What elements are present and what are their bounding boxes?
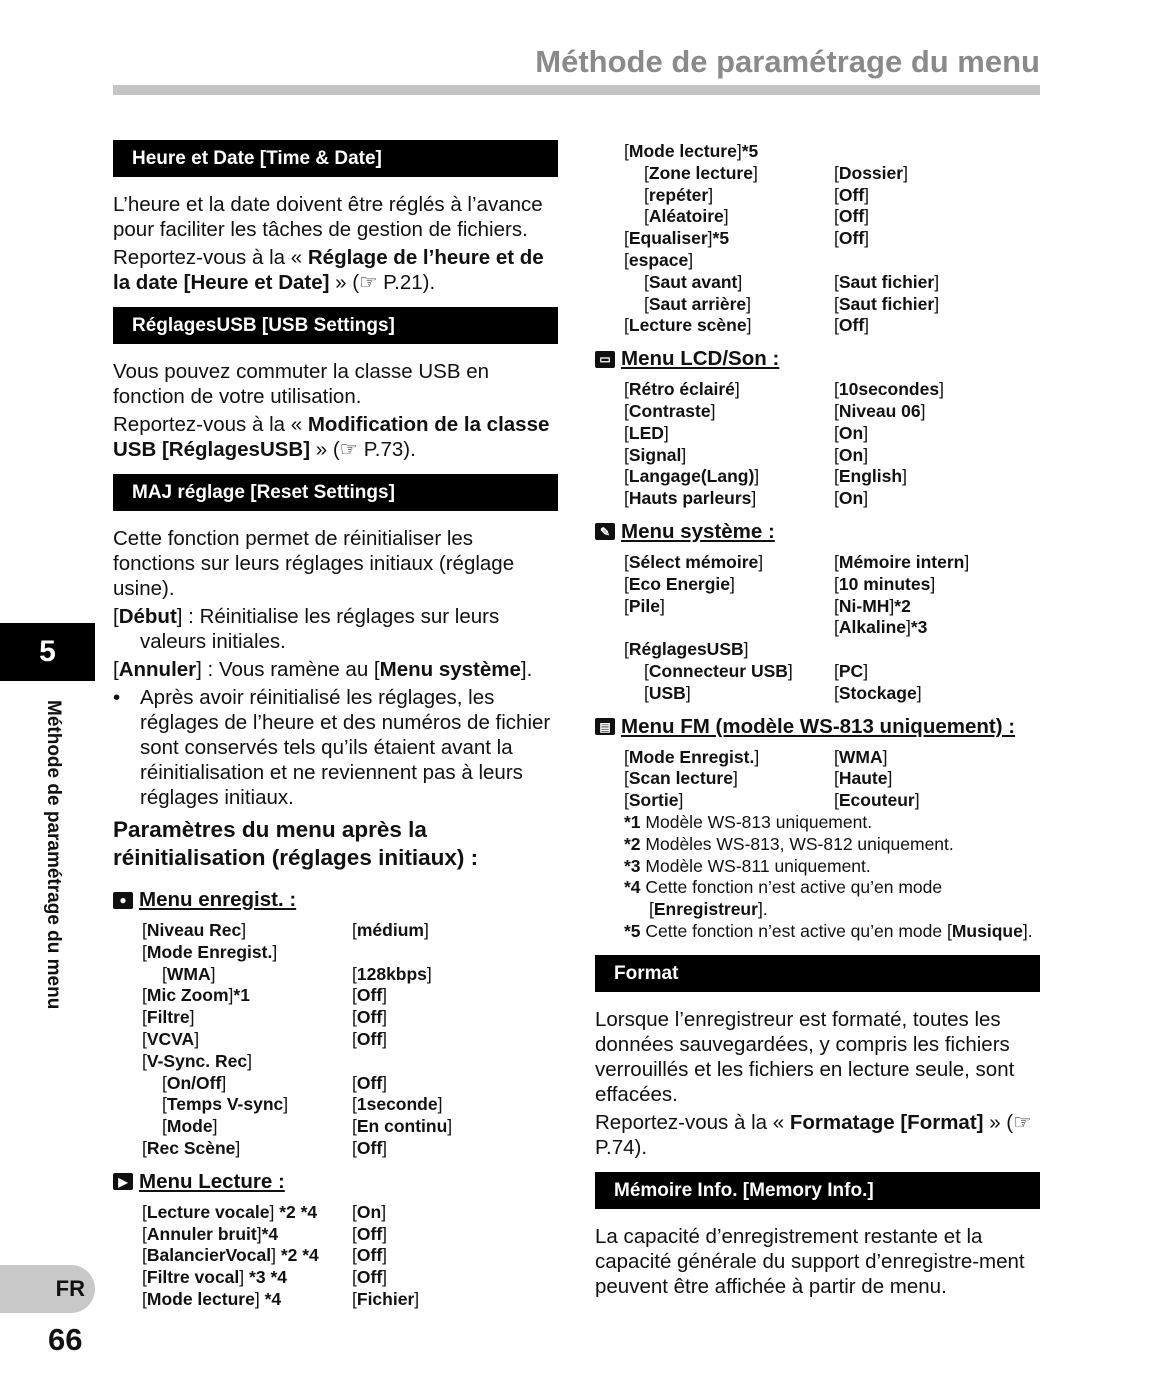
setting-row	[624, 661, 1040, 683]
setting-key: [RéglagesUSB]	[624, 639, 749, 660]
setting-row	[142, 1202, 558, 1224]
menu-lcd-heading: ▭ Menu LCD/Son :	[595, 347, 1040, 371]
setting-row	[624, 747, 1040, 769]
setting-row	[624, 423, 1040, 445]
setting-row	[142, 1116, 558, 1138]
setting-row	[142, 1289, 558, 1311]
setting-row	[624, 596, 1040, 618]
setting-row	[624, 163, 1040, 185]
reset-text: Cette fonction permet de réinitialiser les fonctions sur leurs réglages initiaux (réglage usine).	[113, 527, 515, 600]
memory-text: La capacité d’enregistrement restante et la capacité générale du support d’enregistre-ment peuvent être affichée à partir de menu.	[595, 1224, 1025, 1298]
setting-key: [Mode Enregist.]	[142, 941, 278, 962]
setting-key: [repéter]	[644, 184, 714, 205]
setting-key: [On/Off]	[162, 1072, 227, 1093]
setting-row	[142, 1245, 558, 1267]
setting-value: [On]	[834, 444, 869, 465]
setting-value: [10 minutes]	[834, 573, 936, 594]
setting-value: [Off]	[834, 228, 870, 249]
setting-value: [Off]	[834, 206, 870, 227]
reset-cancel-option: [Annuler] : Vous ramène au [Menu système].	[113, 658, 533, 681]
menu-rec-settings	[113, 920, 558, 1160]
setting-row	[624, 141, 1040, 163]
footnotes	[595, 812, 1040, 943]
setting-value: [Ecouteur]	[834, 790, 920, 811]
setting-value: [Off]	[834, 315, 870, 336]
setting-key: [espace]	[624, 249, 694, 270]
footnote: *2 Modèles WS-813, WS-812 uniquement.	[624, 833, 954, 854]
setting-key: [V-Sync. Rec]	[142, 1050, 252, 1071]
setting-row	[142, 964, 558, 986]
play-icon: ▶	[113, 1173, 133, 1190]
setting-row	[624, 250, 1040, 272]
section-format-title: Format	[595, 955, 1040, 992]
setting-value: [Off]	[352, 1028, 388, 1049]
reset-bullet: • Après avoir réinitialisé les réglages, les réglages de l’heure et des numéros de fichier sont conservés tels qu’ils étaient avant la réinitialisation et ne reviennent pas à leurs réglages initiaux.	[113, 686, 551, 809]
setting-key: [WMA]	[162, 963, 216, 984]
menu-lcd-settings	[595, 379, 1040, 510]
setting-key: [Mode]	[162, 1116, 218, 1137]
setting-value: [Off]	[352, 1137, 388, 1158]
setting-value: [Off]	[352, 1223, 388, 1244]
setting-value: [WMA]	[834, 746, 888, 767]
radio-icon: ▤	[595, 718, 615, 735]
setting-key: [Mode Enregist.]	[624, 746, 760, 767]
setting-row	[624, 574, 1040, 596]
menu-sys-heading: ✎ Menu système :	[595, 520, 1040, 544]
footnote: *3 Modèle WS-811 uniquement.	[624, 855, 871, 876]
setting-key: [Annuler bruit]*4	[142, 1223, 279, 1244]
page-title: Méthode de paramétrage du menu	[535, 44, 1040, 79]
setting-value: [Alkaline]*3	[834, 617, 928, 638]
setting-row	[142, 1094, 558, 1116]
section-time-date-title: Heure et Date [Time & Date]	[113, 140, 558, 177]
setting-value: [médium]	[352, 920, 429, 940]
format-ref: Reportez-vous à la « Formatage [Format] » (☞ P.74).	[595, 1110, 1032, 1159]
footnote: *1 Modèle WS-813 uniquement.	[624, 811, 873, 832]
setting-key: [Equaliser]*5	[624, 228, 730, 249]
setting-row	[624, 466, 1040, 488]
setting-value: [PC]	[834, 660, 869, 681]
setting-key: [Lecture scène]	[624, 315, 752, 336]
setting-key: [Rétro éclairé]	[624, 379, 740, 400]
setting-row	[624, 228, 1040, 250]
menu-fm-settings	[595, 747, 1040, 812]
setting-key: [Saut arrière]	[644, 293, 752, 314]
setting-row	[142, 1138, 558, 1160]
setting-row	[624, 552, 1040, 574]
usb-text: Vous pouvez commuter la classe USB en fonction de votre utilisation.	[113, 360, 490, 408]
section-reset-title: MAJ réglage [Reset Settings]	[113, 474, 558, 511]
setting-value: [128kbps]	[352, 963, 432, 984]
setting-value: [On]	[834, 488, 869, 509]
wrench-icon: ✎	[595, 523, 615, 540]
setting-key: [Signal]	[624, 444, 687, 465]
menu-play-settings	[113, 1202, 558, 1311]
setting-row	[624, 790, 1040, 812]
setting-value: [1seconde]	[352, 1094, 443, 1115]
language-badge: FR	[0, 1265, 95, 1313]
setting-row	[624, 683, 1040, 705]
setting-key: [Niveau Rec]	[142, 920, 247, 940]
setting-row	[624, 768, 1040, 790]
setting-row	[142, 1029, 558, 1051]
section-memory-title: Mémoire Info. [Memory Info.]	[595, 1172, 1040, 1209]
title-rule	[113, 85, 1040, 95]
setting-key: [Zone lecture]	[644, 162, 758, 183]
params-heading: Paramètres du menu après la réinitialisation (réglages initiaux) :	[113, 817, 479, 870]
setting-row	[624, 185, 1040, 207]
chapter-label: Méthode de paramétrage du menu	[43, 700, 64, 1010]
setting-value: [En continu]	[352, 1116, 453, 1137]
setting-value: [Off]	[352, 1245, 388, 1266]
setting-value: [Stockage]	[834, 682, 922, 703]
setting-value: [Off]	[352, 1007, 388, 1028]
setting-key: [Connecteur USB]	[644, 660, 793, 681]
setting-key: [Pile]	[624, 595, 665, 616]
setting-key: [Hauts parleurs]	[624, 488, 757, 509]
setting-key: [USB]	[644, 682, 691, 703]
setting-key: [Sortie]	[624, 790, 684, 811]
menu-fm-heading: ▤ Menu FM (modèle WS-813 uniquement) :	[595, 715, 1040, 739]
setting-value: [On]	[352, 1201, 387, 1222]
setting-key: [Filtre vocal] *3 *4	[142, 1267, 287, 1288]
setting-key: [Rec Scène]	[142, 1137, 241, 1158]
setting-value: [Off]	[352, 1267, 388, 1288]
setting-key: [Sélect mémoire]	[624, 551, 764, 572]
setting-value: [On]	[834, 422, 869, 443]
setting-row	[142, 1224, 558, 1246]
setting-value: [Off]	[352, 1072, 388, 1093]
setting-key: [Temps V-sync]	[162, 1094, 289, 1115]
footnote: *5 Cette fonction n’est active qu’en mode [Musique].	[624, 920, 1033, 941]
setting-row	[624, 294, 1040, 316]
setting-key: [LED]	[624, 422, 669, 443]
setting-key: [Langage(Lang)]	[624, 466, 760, 487]
setting-value: [Off]	[352, 985, 388, 1006]
setting-row	[624, 315, 1040, 337]
right-column	[595, 141, 1040, 1302]
setting-key: [Mode lecture] *4	[142, 1288, 282, 1309]
setting-row	[624, 445, 1040, 467]
setting-key: [Mode lecture]*5	[624, 141, 759, 161]
setting-value: [Off]	[834, 184, 870, 205]
setting-row	[142, 1073, 558, 1095]
setting-key: [BalancierVocal] *2 *4	[142, 1245, 319, 1266]
section-usb-title: RéglagesUSB [USB Settings]	[113, 307, 558, 344]
setting-key: [Contraste]	[624, 400, 716, 421]
setting-key: [Mic Zoom]*1	[142, 985, 250, 1006]
setting-row	[624, 379, 1040, 401]
setting-value: [Dossier]	[834, 162, 908, 183]
setting-value: [Saut fichier]	[834, 293, 940, 314]
footnote: *4 Cette fonction n’est active qu’en mode [Enregistreur].	[624, 877, 943, 920]
setting-key: [Lecture vocale] *2 *4	[142, 1201, 318, 1222]
setting-key: [Aléatoire]	[644, 206, 729, 227]
setting-row	[624, 639, 1040, 661]
menu-sys-settings	[595, 552, 1040, 705]
setting-row	[624, 401, 1040, 423]
setting-key	[624, 617, 834, 639]
setting-row	[624, 617, 1040, 639]
chapter-tab: 5	[0, 623, 95, 681]
setting-row	[624, 206, 1040, 228]
setting-key: [Filtre]	[142, 1007, 195, 1028]
setting-key: [Saut avant]	[644, 271, 743, 292]
time-date-text: L’heure et la date doivent être réglés à l’avance pour faciliter les tâches de gestion de fichiers.	[113, 193, 543, 241]
setting-value: [Saut fichier]	[834, 271, 940, 292]
page-number: 66	[48, 1322, 83, 1357]
setting-value: [10secondes]	[834, 379, 944, 400]
usb-ref: Reportez-vous à la « Modification de la classe USB [RéglagesUSB] » (☞ P.73).	[113, 413, 550, 461]
setting-value: [Mémoire intern]	[834, 551, 970, 572]
setting-row	[142, 1267, 558, 1289]
setting-key: [Scan lecture]	[624, 768, 738, 789]
setting-row	[142, 985, 558, 1007]
setting-key: [VCVA]	[142, 1028, 200, 1049]
menu-play-heading: ▶ Menu Lecture :	[113, 1170, 558, 1194]
setting-row	[142, 1007, 558, 1029]
setting-row	[142, 920, 558, 942]
time-date-ref: Reportez-vous à la « Réglage de l’heure et de la date [Heure et Date] » (☞ P.21).	[113, 246, 544, 294]
setting-value: [Fichier]	[352, 1288, 420, 1309]
menu-rec-heading: ● Menu enregist. :	[113, 888, 558, 912]
setting-value: [Haute]	[834, 768, 893, 789]
display-icon: ▭	[595, 351, 615, 368]
reset-start-option: [Début] : Réinitialise les réglages sur leurs valeurs initiales.	[113, 605, 500, 653]
setting-row	[142, 1051, 558, 1073]
setting-value: [English]	[834, 466, 907, 487]
menu-play-settings-cont	[595, 141, 1040, 337]
setting-key: [Eco Energie]	[624, 573, 735, 594]
microphone-icon: ●	[113, 892, 133, 909]
format-text: Lorsque l’enregistreur est formaté, toutes les données sauvegardées, y compris les fichiers verrouillés et les fichiers en lecture seule, sont effacées.	[595, 1007, 1015, 1106]
setting-row	[624, 272, 1040, 294]
left-column	[113, 140, 558, 1311]
setting-row	[624, 488, 1040, 510]
setting-row	[142, 942, 558, 964]
setting-value: [Niveau 06]	[834, 400, 926, 421]
setting-value: [Ni-MH]*2	[834, 595, 911, 616]
